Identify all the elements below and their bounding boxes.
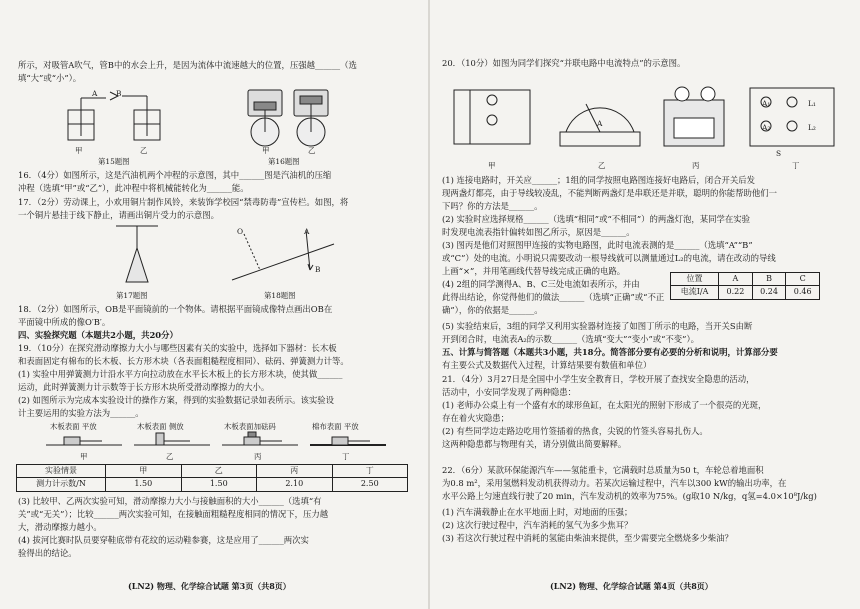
panel-tag: 木板表面 平放 (50, 422, 97, 431)
table-cell: 2.10 (257, 478, 333, 491)
text-line: 存在着火灾隐患； (442, 413, 509, 423)
text-line: 填“大”或“小”）。 (18, 73, 82, 83)
question-21: 21．（4分）3月27日是全国中小学生安全教育日，学校开展了查找安全隐患的活动， (442, 374, 755, 384)
text-line: (3) 比较甲、乙两次实验可知，滑动摩擦力大小与接触面积的大小______（选填“有 (18, 496, 322, 506)
text-line: 平面镜中所成的像O′B′。 (18, 317, 111, 327)
text-line: (4) 2组的同学测得A、B、C三处电流如表所示，并由 (442, 279, 640, 289)
page-footer: (LN2) 物理、化学综合试题 第4页（共8页） (550, 581, 713, 591)
page-footer: (LN2) 物理、化学综合试题 第3页（共8页） (128, 581, 291, 591)
text-line: 运动，此时弹簧测力计示数等于长方形木块所受滑动摩擦力的大小。 (18, 382, 270, 392)
text-line: 开到闭合时，电流表A₂的示数______（选填“变大”“变小”或“不变”）。 (442, 334, 700, 344)
text-line: 大，滑动摩擦力越小。 (18, 522, 102, 532)
fig20-circuits (450, 80, 840, 158)
table-cell: 1.50 (181, 478, 257, 491)
table-header: 位置 (671, 273, 719, 286)
table-cell: 测力计示数/N (17, 478, 106, 491)
sub-label: 甲 (75, 146, 83, 155)
text-line: (2) 这次行驶过程中，汽车消耗的氢气为多少焦耳？ (442, 520, 633, 530)
text-line: (4) 拔河比赛时队员要穿鞋底带有花纹的运动鞋参赛，这是应用了______两次实 (18, 535, 309, 545)
sub-label: 乙 (598, 161, 606, 170)
text-line: (1) 连接电路时，开关应______；1组的同学按照电路图连接好电路后，闭合开关后发 (442, 175, 755, 185)
table-cell: 0.46 (786, 286, 820, 299)
table-header: B (752, 273, 786, 286)
friction-table (16, 464, 408, 492)
text-line: (5) 实验结束后，3组的同学又利用实验器材连接了如图丁所示的电路，当开关S由断 (442, 321, 753, 331)
sub-label: 丙 (254, 452, 262, 461)
text-line: (2) 有些同学边走路边吃用竹签插着的热食，尖锐的竹签头容易扎伤人。 (442, 426, 708, 436)
table-header: 实验情景 (17, 465, 106, 478)
table-header: 丁 (332, 465, 408, 478)
question-22: 22．（6分）某款环保能源汽车——氢能重卡，它满载时总质量为50 t，车轮总着地面积 (442, 465, 764, 475)
question-18: 18．（2分）如图所示，OB是平面镜前的一个物体。请根据平面镜成像特点画出OB在 (18, 304, 333, 314)
sub-label: 丙 (692, 161, 700, 170)
table-header: 乙 (181, 465, 257, 478)
switch-s: S (776, 149, 782, 158)
table-cell: 电流I/A (671, 286, 719, 299)
text-line: 确”），你的依据是______。 (442, 305, 543, 315)
table-cell: 0.24 (752, 286, 786, 299)
panel-tag: 木板表面 侧放 (137, 422, 184, 431)
sub-label: 甲 (262, 146, 270, 155)
question-20: 20．（10分）如图为同学们探究“并联电路中电流特点”的示意图。 (442, 58, 686, 68)
panel-tag: 棉布表面 平放 (312, 422, 359, 431)
text-line: 时发现电流表指针偏转如图乙所示，原因是______。 (442, 227, 635, 237)
figure-caption: 第15题图 (98, 157, 130, 166)
text-line: 所示，对吸管A吹气，管B中的水会上升，是因为流体中流速越大的位置，压强越______（选 (18, 60, 357, 70)
text-line: 下吗？你的方法是______。 (442, 201, 543, 211)
sub-label: 乙 (166, 452, 174, 461)
text-line: (2) 如图所示为完成本实验设计的操作方案，得到的实验数据记录如表所示。该实验设 (18, 395, 335, 405)
text-line: 有主要公式及数据代入过程，计算结果要有数值和单位） (442, 360, 652, 370)
text-line: 或“C”）处的电流。小明说只需要改动一根导线就可以测量通过L₂的电流，请在改动的导线 (442, 253, 776, 263)
table-header: C (786, 273, 820, 286)
lamp-l1: L₁ (808, 99, 816, 108)
sub-label: 丁 (792, 161, 800, 170)
text-line: 冲程（选填“甲”或“乙”），此冲程中将机械能转化为______能。 (18, 183, 249, 193)
point-a: A (304, 227, 310, 236)
table-cell: 0.22 (719, 286, 753, 299)
text-line: 上画“×”，并用笔画线代替导线完成正确的电路。 (442, 266, 626, 276)
sub-label: 丁 (342, 452, 350, 461)
text-line: 活动中，小安同学发现了两种隐患： (442, 387, 576, 397)
label-b: B (116, 89, 122, 98)
page-fold (428, 0, 430, 609)
page-4 (436, 0, 850, 609)
question-19: 19．（10分）在探究滑动摩擦力大小与哪些因素有关的实验中，选择如下器材：长木板 (18, 343, 337, 353)
text-line: 为0.8 m²，采用氢燃料发动机获得动力。若某次运输过程中，汽车以300 kW的输出功率，在 (442, 478, 787, 488)
current-table (670, 272, 820, 300)
text-line: 一个铜片悬挂于线下静止，请画出铜片受力的示意图。 (18, 210, 219, 220)
meter-a1: A₁ (762, 99, 771, 108)
text-line: 关”或“无关”）；比较______两次实验可知，在接触面粗糙程度相同的情况下，压力越 (18, 509, 329, 519)
text-line: 验得出的结论。 (18, 548, 77, 558)
text-line: 此得出结论，你觉得他们的做法______（选填“正确”或“不正 (442, 292, 665, 302)
sub-label: 乙 (308, 146, 316, 155)
fig18-mirror (230, 224, 336, 286)
section-heading: 四、实验探究题（本题共2小题，共20分） (18, 330, 178, 340)
text-line: (2) 实验时应选择规格______（选填“相同”或“不相同”）的两盏灯泡，某同学在实验 (442, 214, 751, 224)
lamp-l2: L₂ (808, 123, 816, 132)
sub-label: 甲 (80, 452, 88, 461)
text-line: (1) 汽车满载静止在水平地面上时，对地面的压强； (442, 507, 633, 517)
text-line: 计主要运用的实验方法为______。 (18, 408, 144, 418)
table-cell: 2.50 (332, 478, 408, 491)
fig16-engine-diagram (244, 82, 332, 152)
text-line: (3) 若这次行驶过程中消耗的氢能由柴油来提供，至少需要完全燃烧多少柴油？ (442, 533, 733, 543)
label-a: A (92, 89, 98, 98)
table-header: 甲 (106, 465, 182, 478)
meter-label: A (597, 119, 603, 128)
figure-caption: 第16题图 (268, 157, 300, 166)
table-cell: 1.50 (106, 478, 182, 491)
point-o: O (237, 227, 244, 236)
text-line: (1) 老师办公桌上有一个盛有水的球形鱼缸，在太阳光的照射下形成了一个很亮的光斑， (442, 400, 767, 410)
text-line: 水平公路上匀速直线行驶了20 min，汽车发动机的效率为75%。(g取10 N/kg，q氢=4.0×10⁸J/kg) (442, 491, 817, 501)
text-line: 现两盏灯都亮，由于导线较凌乱，不能判断两盏灯是串联还是并联，聪明的你能帮助他们一 (442, 188, 777, 198)
fig17-copper-piece (112, 222, 162, 288)
page-3 (12, 0, 422, 609)
friction-setups (42, 431, 392, 449)
section-heading: 五、计算与简答题（本题共3小题，共18分。简答部分要有必要的分析和说明，计算部分要 (442, 347, 778, 357)
text-line: 这两种隐患都与物理有关，请分别做出简要解释。 (442, 439, 627, 449)
text-line: (3) 图丙是他们对照图甲连接的实物电路图，此时电流表测的是______（选填“A”“B” (442, 240, 753, 250)
text-line: (1) 实验中用弹簧测力计沿水平方向拉动放在水平长木板上的长方形木块，使其做______ (18, 369, 343, 379)
table-header: A (719, 273, 753, 286)
question-16: 16．（4分）如图所示，这是汽油机两个冲程的示意图，其中______图是汽油机的压缩 (18, 170, 332, 180)
figure-caption: 第18题图 (264, 291, 296, 300)
figure-caption: 第17题图 (116, 291, 148, 300)
sub-label: 乙 (140, 146, 148, 155)
text-line: 和表面固定有棉布的长木板、长方形木块（各表面粗糙程度相同）、砝码、弹簧测力计等。 (18, 356, 349, 366)
sub-label: 甲 (488, 161, 496, 170)
meter-a2: A₂ (762, 123, 771, 132)
fig15-straw-diagram (62, 86, 182, 148)
point-b: B (315, 265, 321, 274)
question-17: 17．（2分）劳动课上，小欢用铜片制作风铃，来装饰学校园“禁毒防毒”宣传栏。如图，将 (18, 197, 349, 207)
table-header: 丙 (257, 465, 333, 478)
panel-tag: 木板表面加砝码 (224, 422, 276, 431)
